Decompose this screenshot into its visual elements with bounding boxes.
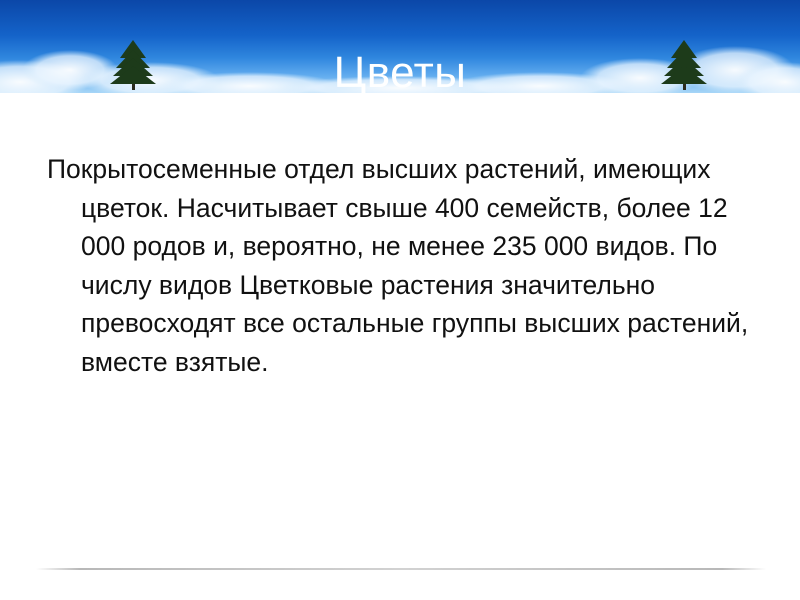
slide-body-text: Покрытосеменные отдел высших растений, имеющих цветок. Насчитывает свыше 400 семейств, более 12 000 родов и, вероятно, не менее 235 000 видов. По числу видов Цветковые растения значительно превосходят все остальные группы высших растений, вместе взятые. xyxy=(47,154,749,377)
slide-title: Цветы xyxy=(333,48,467,97)
footer-divider xyxy=(36,568,766,570)
